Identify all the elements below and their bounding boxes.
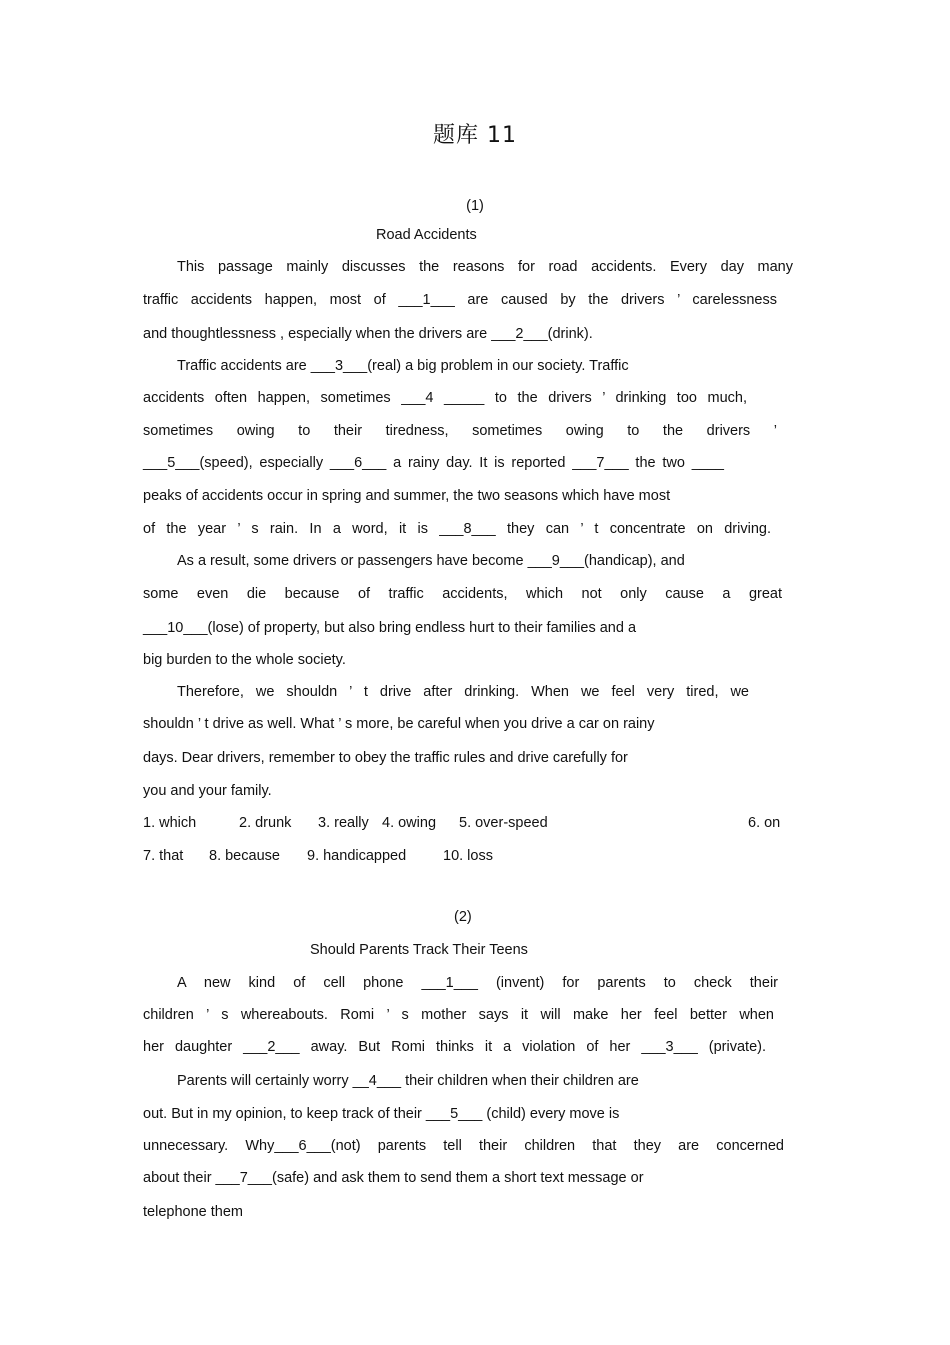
passage-line: children ’ s whereabouts. Romi ’ s mother says it will make her feel better when <box>143 1007 774 1023</box>
passage-heading: Road Accidents <box>376 227 477 243</box>
passage-line: ___5___(speed), especially ___6___ a rainy day. It is reported ___7___ the two ____ <box>143 455 724 471</box>
passage-line: and thoughtlessness , especially when the drivers are ___2___(drink). <box>143 326 593 342</box>
passage-line: shouldn ’ t drive as well. What ’ s more, be careful when you drive a car on rainy <box>143 716 655 732</box>
passage-line: telephone them <box>143 1204 243 1220</box>
answer-item: 6. on <box>748 815 781 831</box>
passage-line: Therefore, we shouldn ’ t drive after drinking. When we feel very tired, we <box>177 684 749 700</box>
passage-line: ___10___(lose) of property, but also bring endless hurt to their families and a <box>143 620 637 636</box>
passage-line: unnecessary. Why___6___(not) parents tell their children that they are concerned <box>143 1138 784 1154</box>
answer-item: 8. because <box>209 848 280 864</box>
passage-line: Traffic accidents are ___3___(real) a big problem in our society. Traffic <box>177 358 629 374</box>
passage-line: sometimes owing to their tiredness, sometimes owing to the drivers ’ <box>143 423 777 439</box>
passage-line: Parents will certainly worry __4___ their children when their children are <box>177 1073 639 1089</box>
passage-line: her daughter ___2___ away. But Romi thinks it a violation of her ___3___ (private). <box>143 1039 766 1055</box>
answer-item: 3. really <box>318 815 369 831</box>
section-number: (2) <box>454 909 472 925</box>
passage-line: A new kind of cell phone ___1___ (invent) for parents to check their <box>177 975 778 991</box>
answer-item: 9. handicapped <box>307 848 407 864</box>
answer-item: 10. loss <box>443 848 493 864</box>
passage-line: big burden to the whole society. <box>143 652 346 668</box>
section-number: (1) <box>466 198 484 214</box>
passage-line: some even die because of traffic accidents, which not only cause a great <box>143 586 782 602</box>
passage-line: you and your family. <box>143 783 272 799</box>
passage-line: accidents often happen, sometimes ___4 _____ to the drivers ’ drinking too much, <box>143 390 747 406</box>
answer-item: 4. owing <box>382 815 437 831</box>
passage-line: traffic accidents happen, most of ___1___ are caused by the drivers ’ carelessness <box>143 292 777 308</box>
answer-item: 1. which <box>143 815 197 831</box>
passage-line: peaks of accidents occur in spring and summer, the two seasons which have most <box>143 488 671 504</box>
passage-line: days. Dear drivers, remember to obey the traffic rules and drive carefully for <box>143 750 628 766</box>
answer-item: 2. drunk <box>239 815 292 831</box>
passage-line: of the year ’ s rain. In a word, it is ___8___ they can ’ t concentrate on driving. <box>143 521 771 537</box>
passage-line: As a result, some drivers or passengers have become ___9___(handicap), and <box>177 553 685 569</box>
answer-item: 5. over-speed <box>459 815 548 831</box>
passage-line: out. But in my opinion, to keep track of their ___5___ (child) every move is <box>143 1106 620 1122</box>
passage-heading: Should Parents Track Their Teens <box>310 942 528 958</box>
passage-line: about their ___7___(safe) and ask them to send them a short text message or <box>143 1170 644 1186</box>
answer-item: 7. that <box>143 848 184 864</box>
page-title: 题库 11 <box>433 123 517 148</box>
passage-line: This passage mainly discusses the reasons for road accidents. Every day many <box>177 259 793 275</box>
